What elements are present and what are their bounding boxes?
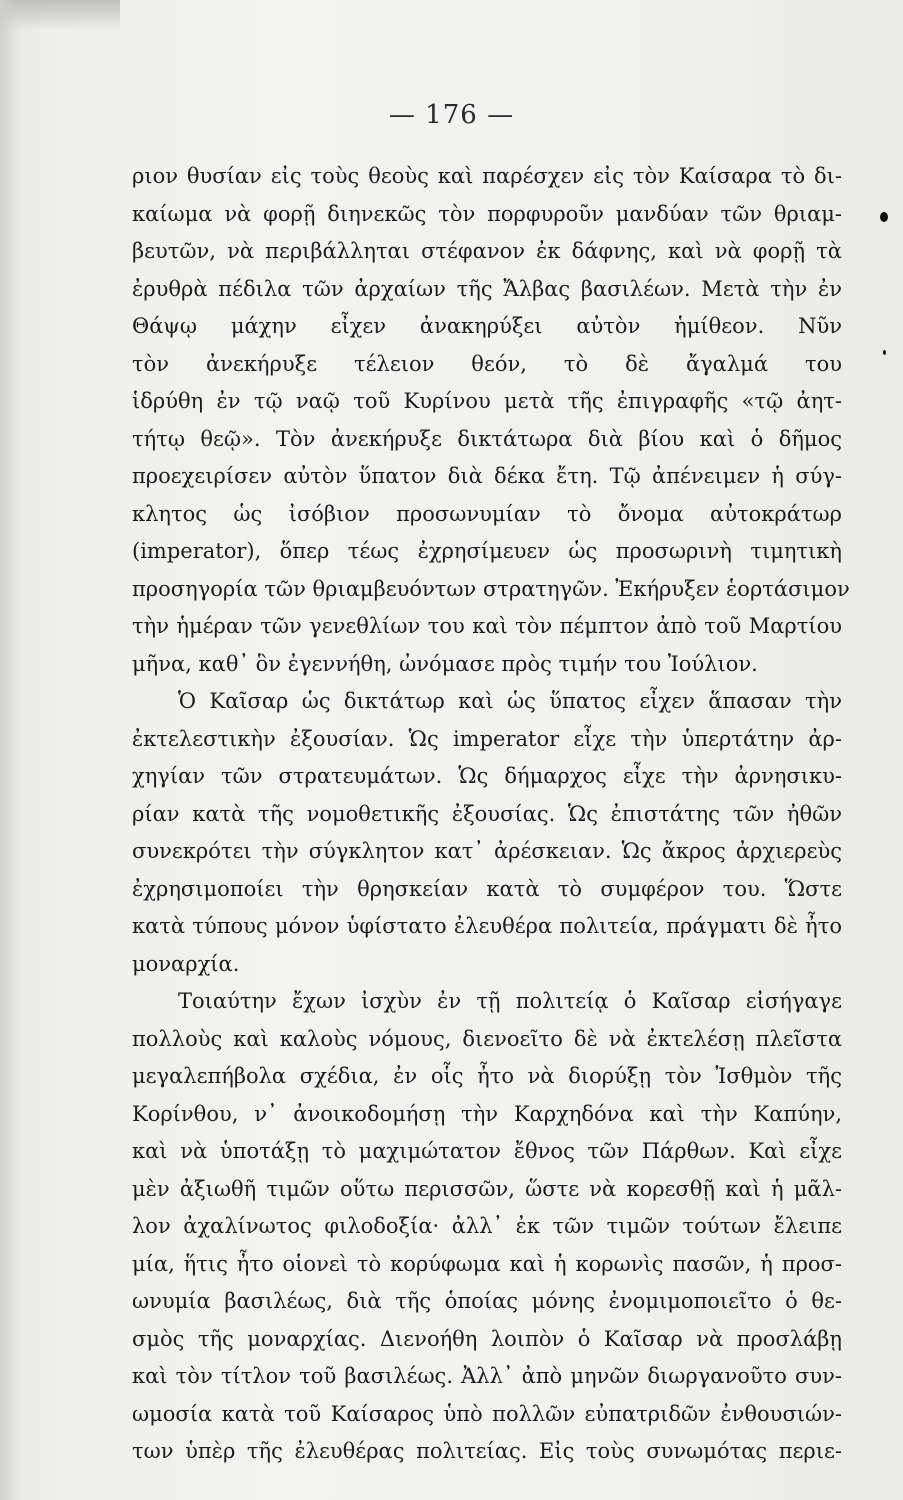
text-line: τὸν ἀνεκήρυξε τέλειον θεόν, τὸ δὲ ἄγαλμά του: [132, 351, 842, 376]
text-line: ἐρυθρὰ πέδιλα τῶν ἀρχαίων τῆς Ἄλβας βασιλέων. Μετὰ τὴν ἐν: [132, 276, 842, 301]
page-number: — 176 —: [388, 100, 515, 130]
text-line: πολλοὺς καὶ καλοὺς νόμους, διενοεῖτο δὲ νὰ ἐκτελέσῃ πλεῖστα: [132, 1026, 842, 1051]
text-line: ρίαν κατὰ τῆς νομοθετικῆς ἐξουσίας. Ὡς ἐπιστάτης τῶν ἠθῶν: [132, 801, 842, 826]
text-line: τήτῳ θεῷ». Τὸν ἀνεκήρυξε δικτάτωρα διὰ βίου καὶ ὁ δῆμος: [132, 426, 842, 451]
text-line: Τοιαύτην ἔχων ἰσχὺν ἐν τῇ πολιτείᾳ ὁ Καῖσαρ εἰσήγαγε: [178, 989, 842, 1013]
text-line: μία, ἥτις ἦτο οἱονεὶ τὸ κορύφωμα καὶ ἡ κορωνὶς πασῶν, ἡ προσ-: [132, 1251, 842, 1276]
scan-edge-shadow: [0, 0, 120, 30]
text-line: προσηγορία τῶν θριαμβευόντων στρατηγῶν. Ἐκήρυξεν ἑορτάσιμον: [132, 576, 850, 601]
text-line: ἱδρύθη ἐν τῷ ναῷ τοῦ Κυρίνου μετὰ τῆς ἐπιγραφῆς «τῷ ἀητ-: [132, 389, 842, 413]
text-line: ριον θυσίαν εἰς τοὺς θεοὺς καὶ παρέσχεν εἰς τὸν Καίσαρα τὸ δι-: [132, 164, 842, 188]
text-line: μῆνα, καθ᾽ ὃν ἐγεννήθη, ὠνόμασε πρὸς τιμήν του Ἰούλιον.: [132, 651, 758, 676]
text-line: ωνυμία βασιλέως, διὰ τῆς ὁποίας μόνης ἐνομιμοποιεῖτο ὁ θε-: [132, 1289, 842, 1313]
body-text: [132, 158, 850, 1471]
text-line: τὴν ἡμέραν τῶν γενεθλίων του καὶ τὸν πέμπτον ἀπὸ τοῦ Μαρτίου: [132, 614, 842, 638]
text-line: Ὁ Καῖσαρ ὡς δικτάτωρ καὶ ὡς ὕπατος εἶχεν ἅπασαν τὴν: [178, 689, 842, 713]
text-line: μοναρχία.: [132, 951, 240, 976]
text-line: των ὑπὲρ τῆς ἐλευθέρας πολιτείας. Εἰς τοὺς συνωμότας περιε-: [132, 1439, 842, 1463]
ink-speck: [883, 350, 886, 355]
text-line: κατὰ τύπους μόνον ὑφίστατο ἐλευθέρα πολιτεία, πράγματι δὲ ἦτο: [132, 914, 842, 938]
text-line: προεχειρίσεν αὐτὸν ὕπατον διὰ δέκα ἔτη. Τῷ ἀπένειμεν ἡ σύγ-: [132, 464, 842, 488]
text-line: κλητος ὡς ἰσόβιον προσωνυμίαν τὸ ὄνομα αὐτοκράτωρ: [132, 501, 842, 526]
text-line: (imperator), ὅπερ τέως ἐχρησίμευεν ὡς προσωρινὴ τιμητικὴ: [132, 539, 842, 563]
text-line: καὶ τὸν τίτλον τοῦ βασιλέως. Ἀλλ᾽ ἀπὸ μηνῶν διωργανοῦτο συν-: [132, 1364, 842, 1388]
text-line: λον ἀχαλίνωτος φιλοδοξία· ἀλλ᾽ ἐκ τῶν τιμῶν τούτων ἔλειπε: [132, 1214, 842, 1238]
text-line: ωμοσία κατὰ τοῦ Καίσαρος ὑπὸ πολλῶν εὐπατριδῶν ἐνθουσιών-: [132, 1401, 842, 1426]
text-line: Κορίνθου, ν᾽ ἀνοικοδομήσῃ τὴν Καρχηδόνα καὶ τὴν Καπύην,: [132, 1101, 842, 1126]
text-line: ἐχρησιμοποίει τὴν θρησκείαν κατὰ τὸ συμφέρον του. Ὥστε: [132, 876, 842, 901]
text-line: Θάψῳ μάχην εἶχεν ἀνακηρύξει αὐτὸν ἡμίθεον. Νῦν: [132, 314, 842, 338]
text-line: ἐκτελεστικὴν ἐξουσίαν. Ὡς imperator εἶχε τὴν ὑπερτάτην ἀρ-: [132, 726, 842, 751]
text-line: καίωμα νὰ φορῇ διηνεκῶς τὸν πορφυροῦν μανδύαν τῶν θριαμ-: [132, 201, 842, 226]
text-line: μεγαλεπήβολα σχέδια, ἐν οἷς ἦτο νὰ διορύξῃ τὸν Ἰσθμὸν τῆς: [132, 1064, 842, 1088]
text-line: μὲν ἀξιωθῆ τιμῶν οὕτω περισσῶν, ὥστε νὰ κορεσθῇ καὶ ἡ μᾶλ-: [132, 1176, 842, 1201]
text-line: σμὸς τῆς μοναρχίας. Διενοήθη λοιπὸν ὁ Καῖσαρ νὰ προσλάβῃ: [132, 1326, 842, 1351]
text-line: βευτῶν, νὰ περιβάλληται στέφανον ἐκ δάφνης, καὶ νὰ φορῇ τὰ: [132, 239, 842, 263]
text-line: καὶ νὰ ὑποτάξῃ τὸ μαχιμώτατον ἔθνος τῶν Πάρθων. Καὶ εἶχε: [132, 1139, 842, 1163]
page-fold-shadow: [0, 0, 18, 1500]
ink-speck: [880, 212, 888, 222]
text-line: χηγίαν τῶν στρατευμάτων. Ὡς δήμαρχος εἶχε τὴν ἀρνησικυ-: [132, 764, 842, 788]
text-line: συνεκρότει τὴν σύγκλητον κατ᾽ ἀρέσκειαν. Ὡς ἄκρος ἀρχιερεὺς: [132, 839, 842, 863]
